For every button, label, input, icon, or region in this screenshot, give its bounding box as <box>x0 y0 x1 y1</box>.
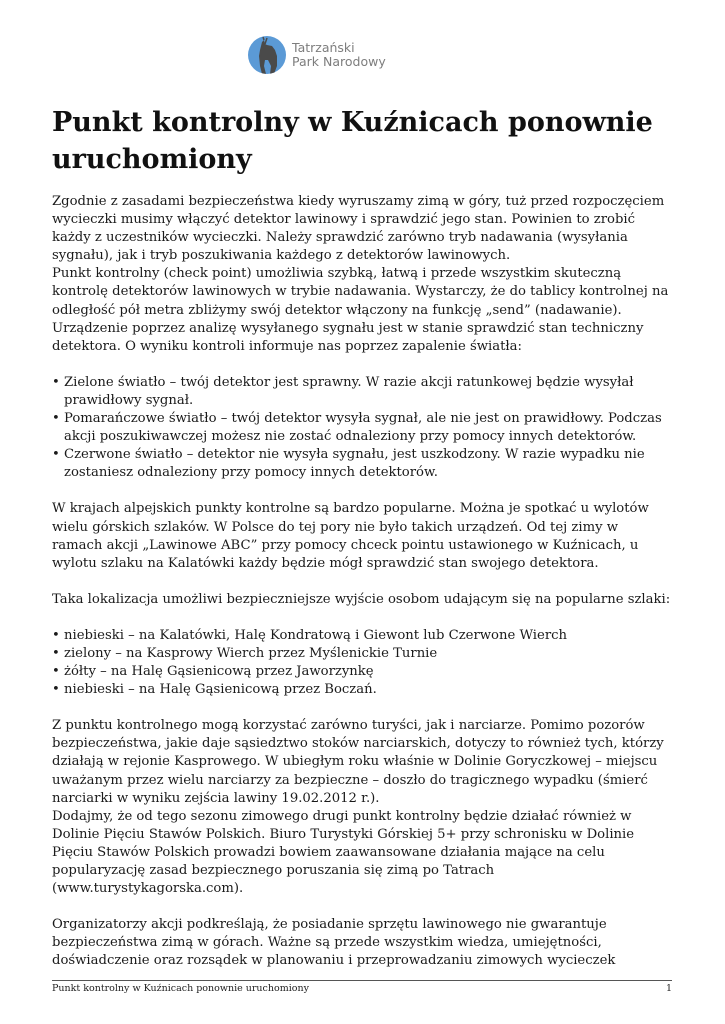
paragraph-organizers: Organizatorzy akcji podkreślają, że posiadanie sprzętu lawinowego nie gwarantuje bezpieczeństwa zimą w górach. Ważne są przede wszystkim wiedza, umiejętności, doświadczenie oraz rozsądek w planowaniu i przeprowadzaniu zimowych wycieczek <box>52 917 616 969</box>
park-logo <box>248 36 386 74</box>
paragraph-alps: W krajach alpejskich punkty kontrolne są bardzo popularne. Można je spotkać u wylotów wielu górskich szlaków. W Polsce do tej pory nie było takich urządzeń. Od tej zimy w ramach akcji „Lawinowe ABC” przy pomocy chceck pointu ustawionego w Kuźnicach, u wylotu szlaku na Kalatówki każdy będzie mógł sprawdzić stan swojego detektora. <box>52 501 649 571</box>
article-body <box>52 193 672 970</box>
list-item: • Zielone światło – twój detektor jest sprawny. W razie akcji ratunkowej będzie wysyłał prawidłowy sygnał. <box>52 374 672 410</box>
lights-list <box>52 374 672 483</box>
paragraph-location: Taka lokalizacja umożliwi bezpieczniejsze wyjście osobom udającym się na popularne szlaki: <box>52 591 671 607</box>
paragraph-checkpoint: Punkt kontrolny (check point) umożliwia szybką, łatwą i przede wszystkim skuteczną kontrolę detektorów lawinowych w trybie nadawania. Wystarczy, że do tablicy kontrolnej na odległość pół metra zbliżymy swój detektor włączony na funkcję „send” (nadawanie). Urządzenie poprzez analizę wysyłanego sygnału jest w stanie sprawdzić stan techniczny detektora. O wyniku kontroli informuje nas poprzez zapalenie światła: <box>52 266 669 354</box>
list-item: • niebieski – na Halę Gąsienicową przez Boczań. <box>52 681 672 699</box>
chamois-logo-icon <box>248 36 286 74</box>
page-number: 1 <box>665 983 672 994</box>
paragraph-intro: Zgodnie z zasadami bezpieczeństwa kiedy wyruszamy zimą w góry, tuż przed rozpoczęciem wycieczki musimy włączyć detektor lawinowy i sprawdzić jego stan. Powinien to zrobić każdy z uczestników wycieczki. Należy sprawdzić zarówno tryb nadawania (wysyłania sygnału), jak i tryb poszukiwania każdego z detektorów lawinowych. <box>52 194 665 264</box>
list-item: • zielony – na Kasprowy Wierch przez Myślenickie Turnie <box>52 645 672 663</box>
footer-title: Punkt kontrolny w Kuźnicach ponownie uruchomiony <box>52 983 309 994</box>
paragraph-second-point: Dodajmy, że od tego sezonu zimowego drugi punkt kontrolny będzie działać również w Dolinie Pięciu Stawów Polskich. Biuro Turystyki Górskiej 5+ przy schronisku w Dolinie Pięciu Stawów Polskich prowadzi bowiem zaawansowane działania mające na celu popularyzację zasad bezpiecznego poruszania się zimą po Tatrach (www.turystykagorska.com). <box>52 808 635 897</box>
list-item: • niebieski – na Kalatówki, Halę Kondratową i Giewont lub Czerwone Wierch <box>52 627 672 645</box>
list-item: • Czerwone światło – detektor nie wysyła sygnału, jest uszkodzony. W razie wypadku nie zostaniesz odnaleziony przy pomocy innych detektorów. <box>52 446 672 482</box>
page-title: Punkt kontrolny w Kuźnicach ponownie uruchomiony <box>52 107 653 175</box>
trails-list <box>52 627 672 699</box>
list-item: • żółty – na Halę Gąsienicową przez Jaworzynkę <box>52 663 672 681</box>
paragraph-skiers: Z punktu kontrolnego mogą korzystać zarówno turyści, jak i narciarze. Pomimo pozorów bezpieczeństwa, jakie daje sąsiedztwo stoków narciarskich, dotyczy to również tych, którzy działają w rejonie Kasprowego. W ubiegłym roku właśnie w Dolinie Goryczkowej – miejscu uważanym przez wielu narciarzy za bezpieczne – doszło do tragicznego wypadku (śmierć narciarki w wyniku zejścia lawiny 19.02.2012 r.). <box>52 718 664 806</box>
logo-line-1: Tatrzański <box>292 40 355 55</box>
logo-line-2: Park Narodowy <box>292 54 386 69</box>
footer-divider <box>52 980 672 981</box>
list-item: • Pomarańczowe światło – twój detektor wysyła sygnał, ale nie jest on prawidłowy. Podczas akcji poszukiwawczej możesz nie zostać odnaleziony przy pomocy innych detektorów. <box>52 410 672 446</box>
